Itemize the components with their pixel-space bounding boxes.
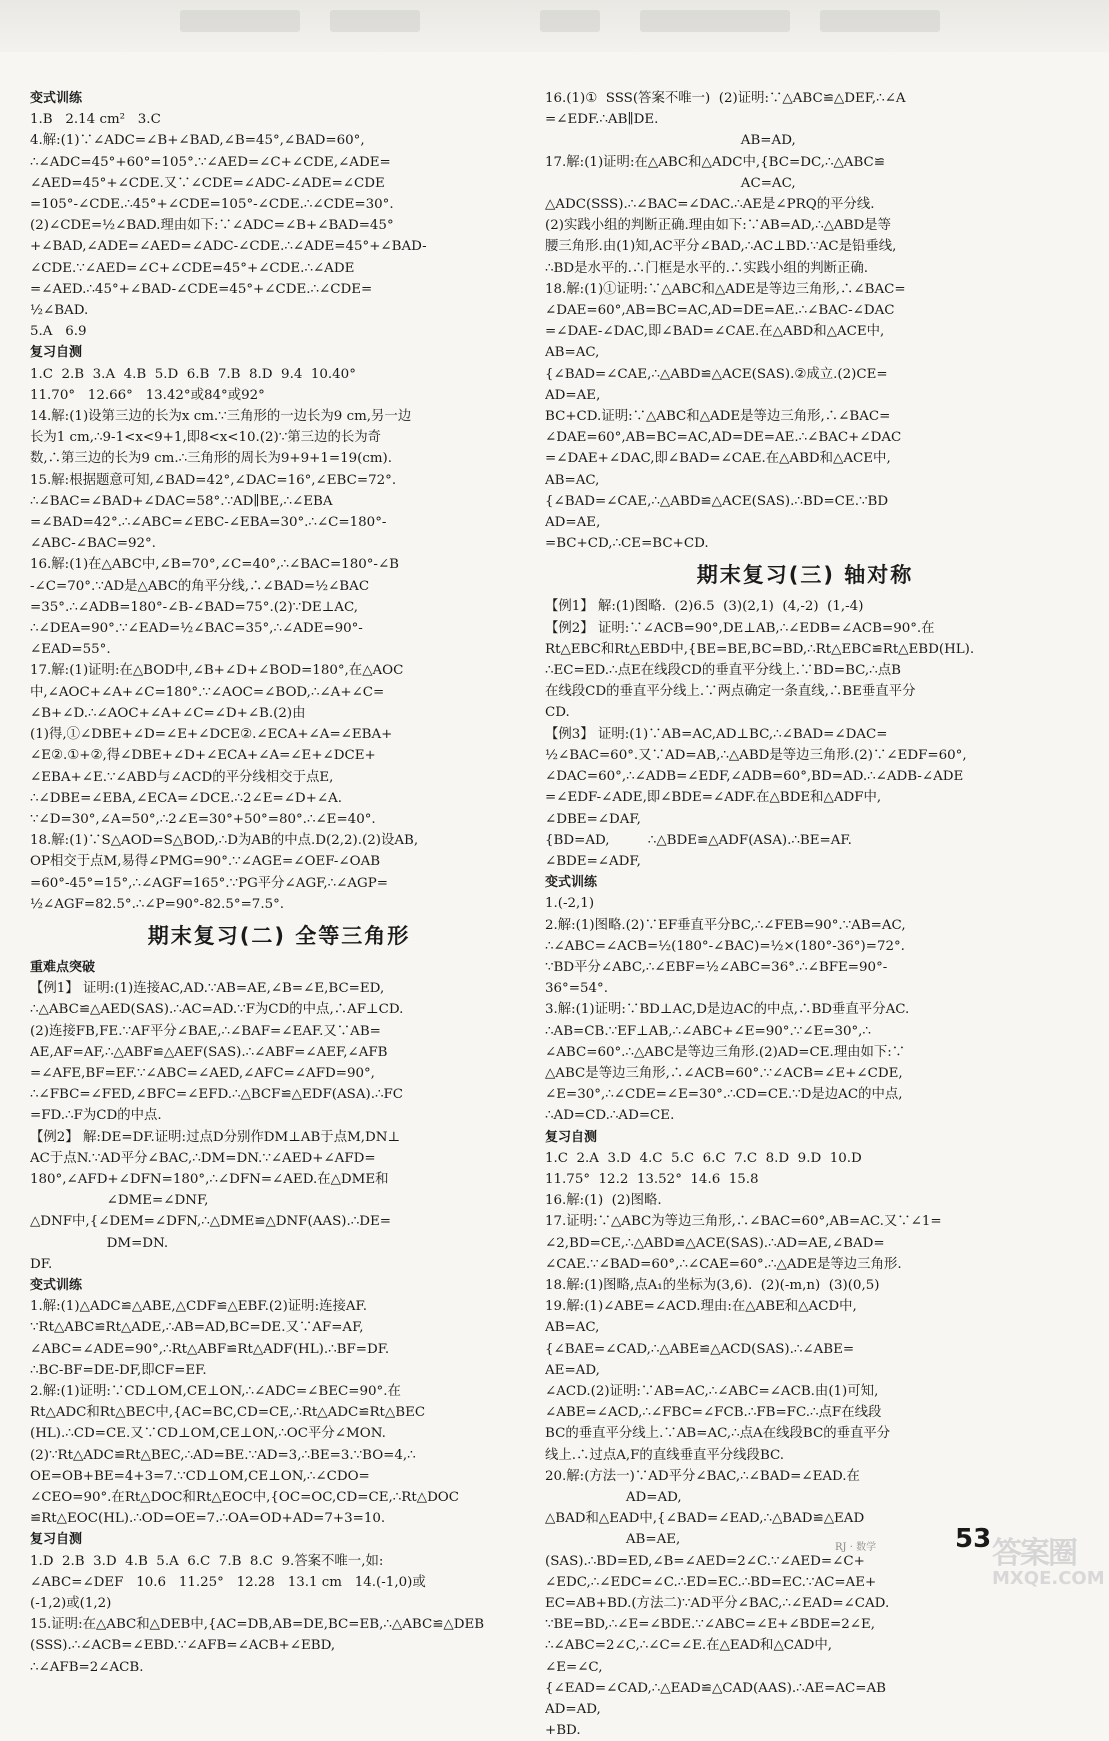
answer-line: ∠2,BD=CE,∴△ABD≌△ACE(SAS).∴AD=AE,∠BAD=: [545, 1235, 885, 1251]
answer-line: 长为1 cm,∴9-1<x<9+1,即8<x<10.(2)∵第三边的长为奇: [30, 430, 382, 446]
answer-line: AD=AE,: [545, 387, 601, 403]
answer-line: Rt△EBC和Rt△EBD中,{BE=BE,BC=BD,∴Rt△EBC≌Rt△EBD(HL).: [545, 641, 975, 657]
answer-line: 【例2】 解:DE=DF.证明:过点D分别作DM⊥AB于点M,DN⊥: [30, 1129, 401, 1145]
answer-line: 36°=54°.: [545, 981, 608, 997]
answer-line: 1.C 2.A 3.D 4.C 5.C 6.C 7.C 8.D 9.D 10.D: [545, 1150, 862, 1166]
answer-line: AE,AF=AF,∴△ABF≌△AEF(SAS).∴∠ABF=∠AEF,∠AFB: [30, 1044, 388, 1060]
answer-line: ∠BDE=∠ADF,: [545, 853, 641, 869]
answer-line: 2.解:(1)图略.(2)∵EF垂直平分BC,∴∠FEB=90°.∵AB=AC,: [545, 917, 906, 933]
answer-line: {BD=AD, ∴△BDE≌△ADF(ASA).∴BE=AF.: [545, 832, 852, 848]
answer-line: AC=AC,: [545, 175, 796, 191]
section-heading: 重难点突破: [30, 959, 96, 975]
answer-line: AD=AE,: [545, 515, 601, 531]
answer-line: ∴BD是水平的.∴门框是水平的.∴实践小组的判断正确.: [545, 260, 869, 276]
answer-line: (SSS).∴∠ACB=∠EBD.∵∠AFB=∠ACB+∠EBD,: [30, 1638, 336, 1654]
answer-line: ∠EAD=55°.: [30, 642, 111, 658]
answer-line: 15.解:根据题意可知,∠BAD=42°,∠DAC=16°,∠EBC=72°.: [30, 472, 397, 488]
answer-line: +BD.: [545, 1723, 581, 1739]
answer-line: ∠CAE.∵∠BAD=60°,∴∠CAE=60°.∴△ADE是等边三角形.: [545, 1256, 902, 1272]
answer-line: ∵BE=BD,∴∠E=∠BDE.∵∠ABC=∠E+∠BDE=2∠E,: [545, 1617, 876, 1633]
answer-line: +∠BAD,∠ADE=∠AED=∠ADC-∠CDE.∴∠ADE=45°+∠BAD-: [30, 239, 427, 255]
answer-line: ∠DAC=60°,∴∠ADB=∠EDF,∠ADB=60°,BD=AD.∴∠ADB-∠ADE: [545, 769, 964, 785]
answer-line: (-1,2)或(1,2): [30, 1596, 112, 1612]
answer-line: (SAS).∴BD=ED,∠B=∠AED=2∠C.∵∠AED=∠C+: [545, 1553, 865, 1569]
answer-line: ∴∠FBC=∠FED,∠BFC=∠EFD.∴△BCF≌△EDF(ASA).∴FC: [30, 1087, 404, 1103]
section-heading: 复习自测: [30, 345, 83, 361]
answer-line: EC=AB+BD.(方法二)∵AD平分∠BAC,∴∠EAD=∠CAD.: [545, 1596, 890, 1612]
answer-line: ∠E=∠C,: [545, 1659, 603, 1675]
answer-line: 15.证明:在△ABC和△DEB中,{AC=DB,AB=DE,BC=EB,∴△ABC≌△DEB: [30, 1617, 485, 1633]
answer-line: ∠EDC,∴∠EDC=∠C.∴ED=EC.∴BD=EC.∵AC=AE+: [545, 1574, 877, 1590]
answer-line: ∴∠DEA=90°.∵∠EAD=½∠BAC=35°,∴∠ADE=90°-: [30, 621, 363, 637]
page-number: 53: [955, 1524, 992, 1554]
answer-column-right: [545, 88, 1065, 1741]
answer-line: 【例1】 解:(1)图略. (2)6.5 (3)(2,1) (4,-2) (1,-4): [545, 599, 864, 615]
answer-line: =∠AED.∴45°+∠BAD-∠CDE=45°+∠CDE.∴∠CDE=: [30, 281, 373, 297]
answer-line: =35°.∴∠ADB=180°-∠B-∠BAD=75°.(2)∵DE⊥AC,: [30, 599, 358, 615]
answer-line: (2)实践小组的判断正确.理由如下:∵AB=AD,∴△ABD是等: [545, 218, 891, 234]
answer-line: 17.解:(1)证明:在△BOD中,∠B+∠D+∠BOD=180°,在△AOC: [30, 663, 404, 679]
answer-line: 2.解:(1)证明:∵CD⊥OM,CE⊥ON,∴∠ADC=∠BEC=90°.在: [30, 1383, 401, 1399]
answer-line: 14.解:(1)设第三边的长为x cm.∵三角形的一边长为9 cm,另一边: [30, 409, 412, 425]
answer-line: AB=AC,: [545, 345, 600, 361]
chapter-title: 期末复习(三) 轴对称: [696, 563, 914, 588]
answer-line: {∠BAD=∠CAE,∴△ABD≌△ACE(SAS).∴BD=CE.∵BD: [545, 493, 889, 509]
answer-line: ∵∠D=30°,∠A=50°,∴2∠E=30°+50°=80°.∴∠E=40°.: [30, 811, 376, 827]
answer-line: =BC+CD,∴CE=BC+CD.: [545, 536, 709, 552]
answer-line: 数,∴第三边的长为9 cm.∴三角形的周长为9+9+1=19(cm).: [30, 451, 393, 467]
answer-line: 16.(1)① SSS(答案不唯一) (2)证明:∵△ABC≌△DEF,∴∠A: [545, 91, 906, 106]
answer-line: ≌Rt△EOC(HL).∴OD=OE=7.∴OA=OD+AD=7+3=10.: [30, 1511, 386, 1527]
answer-line: ∠DAE=60°,AB=BC=AC,AD=DE=AE.∴∠BAC-∠DAC: [545, 303, 895, 319]
answer-line: 中,∠AOC+∠A+∠C=180°.∵∠AOC=∠BOD,∴∠A+∠C=: [30, 684, 385, 700]
answer-column-left: [30, 88, 528, 1678]
answer-line: 【例3】 证明:(1)∵AB=AC,AD⊥BC,∴∠BAD=∠DAC=: [545, 726, 888, 742]
answer-line: 3.解:(1)证明:∵BD⊥AC,D是边AC的中点,∴BD垂直平分AC.: [545, 1002, 910, 1018]
answer-line: DM=DN.: [30, 1235, 169, 1251]
answer-line: (2)∠CDE=½∠BAD.理由如下:∵∠ADC=∠B+∠BAD=45°: [30, 218, 394, 234]
answer-line: 1.解:(1)△ADC≌△ABE,△CDF≌△EBF.(2)证明:连接AF.: [30, 1299, 367, 1315]
answer-line: 16.解:(1) (2)图略.: [545, 1193, 662, 1209]
answer-line: {∠BAE=∠CAD,∴△ABE≌△ACD(SAS).∴∠ABE=: [545, 1341, 855, 1357]
answer-line: {∠EAD=∠CAD,∴△EAD≌△CAD(AAS).∴AE=AC=AB: [545, 1680, 887, 1696]
answer-line: △DNF中,{∠DEM=∠DFN,∴△DME≌△DNF(AAS).∴DE=: [30, 1214, 392, 1230]
answer-line: ½∠AGF=82.5°.∴∠P=90°-82.5°=7.5°.: [30, 896, 285, 912]
answer-line: 1.C 2.B 3.A 4.B 5.D 6.B 7.B 8.D 9.4 10.40°: [30, 366, 356, 382]
answer-line: 19.解:(1)∠ABE=∠ACD.理由:在△ABE和△ACD中,: [545, 1299, 857, 1315]
answer-line: ∠DAE=60°,AB=BC=AC,AD=DE=AE.∴∠BAC+∠DAC: [545, 430, 902, 446]
answer-line: =∠EDF-∠ADE,即∠BDE=∠ADF.在△BDE和△ADF中,: [545, 790, 882, 806]
answer-line: ∵Rt△ABC≌Rt△ADE,∴AB=AD,BC=DE.又∵AF=AF,: [30, 1320, 364, 1336]
answer-line: 1.(-2,1): [545, 896, 595, 912]
answer-line: ½∠BAC=60°.又∵AD=AB,∴△ABD是等边三角形.(2)∵∠EDF=60°,: [545, 747, 967, 763]
watermark-url: MXQE.COM: [992, 1568, 1105, 1589]
answer-line: 5.A 6.9: [30, 324, 87, 340]
answer-line: 4.解:(1)∵∠ADC=∠B+∠BAD,∠B=45°,∠BAD=60°,: [30, 133, 365, 149]
answer-line: OE=OB+BE=4+3=7.∵CD⊥OM,CE⊥ON,∴∠CDO=: [30, 1468, 370, 1484]
answer-line: 11.70° 12.66° 13.42°或84°或92°: [30, 387, 265, 403]
answer-line: =60°-45°=15°,∴∠AGF=165°.∵PG平分∠AGF,∴∠AGP=: [30, 875, 388, 891]
answer-line: ∴BC-BF=DE-DF,即CF=EF.: [30, 1362, 207, 1378]
answer-line: 20.解:(方法一)∵AD平分∠BAC,∴∠BAD=∠EAD.在: [545, 1468, 860, 1484]
scan-top-edge: [0, 0, 1109, 52]
answer-line: ∠EBA+∠E.∵∠ABD与∠ACD的平分线相交于点E,: [30, 769, 334, 785]
answer-line: ∠ABC=∠DEF 10.6 11.25° 12.28 13.1 cm 14.(-1,0)或: [30, 1574, 426, 1590]
answer-line: 16.解:(1)在△ABC中,∠B=70°,∠C=40°,∴∠BAC=180°-∠B: [30, 557, 400, 573]
answer-line: ∠B+∠D.∴∠AOC+∠A+∠C=∠D+∠B.(2)由: [30, 705, 306, 721]
answer-line: CD.: [545, 705, 570, 721]
answer-line: DF.: [30, 1256, 53, 1272]
answer-line: 11.75° 12.2 13.52° 14.6 15.8: [545, 1171, 759, 1187]
answer-line: =∠EDF.∴AB∥DE.: [545, 112, 659, 128]
answer-line: ∠CEO=90°.在Rt△DOC和Rt△EOC中,{OC=OC,CD=CE,∴Rt△DOC: [30, 1490, 460, 1505]
answer-line: =∠BAD=42°.∴∠ABC=∠EBC-∠EBA=30°.∴∠C=180°-: [30, 515, 387, 531]
answer-line: =∠AFE,BF=EF.∵∠ABC=∠AED,∠AFC=∠AFD=90°,: [30, 1065, 375, 1081]
answer-line: ∴∠ABC=2∠C,∴∠C=∠E.在△EAD和△CAD中,: [545, 1638, 833, 1654]
answer-line: ∴AD=CD.∴AD=CE.: [545, 1108, 675, 1124]
answer-line: =∠DAE-∠DAC,即∠BAD=∠CAE.在△ABD和△ACE中,: [545, 324, 885, 340]
answer-line: ∠DME=∠DNF,: [30, 1193, 209, 1209]
answer-line: ∴∠AFB=2∠ACB.: [30, 1659, 144, 1675]
answer-line: ∴△ABC≌△AED(SAS).∴AC=AD.∵F为CD的中点,∴AF⊥CD.: [30, 1002, 404, 1018]
section-heading: 变式训练: [545, 875, 598, 891]
answer-line: BC+CD.证明:∵△ABC和△ADE是等边三角形,∴∠BAC=: [545, 409, 891, 425]
answer-line: ∵BD平分∠ABC,∴∠EBF=½∠ABC=36°.∴∠BFE=90°-: [545, 959, 888, 975]
answer-line: (2)∵Rt△ADC≌Rt△BEC,∴AD=BE.∵AD=3,∴BE=3.∵BO=4,∴: [30, 1447, 416, 1463]
answer-line: AB=AC,: [545, 472, 600, 488]
answer-line: 腰三角形.由(1)知,AC平分∠BAD,∴AC⊥BD.∵AC是铅垂线,: [545, 239, 897, 255]
answer-line: =∠DAE+∠DAC,即∠BAD=∠CAE.在△ABD和△ACE中,: [545, 451, 891, 467]
answer-line: 17.证明:∵△ABC为等边三角形,∴∠BAC=60°,AB=AC.又∵∠1=: [545, 1214, 942, 1230]
section-heading: 复习自测: [545, 1129, 598, 1145]
footer-tag: RJ · 数学: [835, 1542, 877, 1553]
answer-line: ∠ABC=∠ADE=90°,∴Rt△ABF≌Rt△ADF(HL).∴BF=DF.: [30, 1341, 390, 1357]
answer-line: ∠ABE=∠ACD,∴∠FBC=∠FCB.∴FB=FC.∴点F在线段: [545, 1405, 882, 1421]
section-heading: 变式训练: [30, 1277, 83, 1293]
answer-line: -∠C=70°.∵AD是△ABC的角平分线,∴∠BAD=½∠BAC: [30, 578, 370, 594]
answer-line: 1.B 2.14 cm² 3.C: [30, 112, 161, 128]
answer-line: 18.解:(1)①证明:∵△ABC和△ADE是等边三角形,∴∠BAC=: [545, 281, 906, 297]
answer-line: 线上.∴过点A,F的直线垂直平分线段BC.: [545, 1447, 785, 1463]
answer-line: 1.D 2.B 3.D 4.B 5.A 6.C 7.B 8.C 9.答案不唯一,如:: [30, 1553, 384, 1569]
answer-line: ∠CDE.∵∠AED=∠C+∠CDE=45°+∠CDE.∴∠ADE: [30, 260, 355, 276]
answer-line: BC的垂直平分线上.∵AB=AC,∴点A在线段BC的垂直平分: [545, 1426, 891, 1442]
answer-line: OP相交于点M,易得∠PMG=90°.∵∠AGE=∠OEF-∠OAB: [30, 854, 381, 870]
answer-line: ∠ACD.(2)证明:∵AB=AC,∴∠ABC=∠ACB.由(1)可知,: [545, 1383, 879, 1399]
answer-line: AE=AD,: [545, 1362, 600, 1378]
answer-line: ∴AB=CB.∵EF⊥AB,∴∠ABC+∠E=90°.∵∠E=30°,∴: [545, 1023, 871, 1039]
answer-line: ∴EC=ED.∴点E在线段CD的垂直平分线上.∵BD=BC,∴点B: [545, 663, 901, 679]
answer-line: ∠E②.①+②,得∠DBE+∠D+∠ECA+∠A=∠E+∠DCE+: [30, 748, 376, 764]
answer-line: 18.解:(1)∵S△AOD=S△BOD,∴D为AB的中点.D(2,2).(2)设AB,: [30, 833, 419, 849]
answer-line: (2)连接FB,FE.∵AF平分∠BAE,∴∠BAF=∠EAF.又∵AB=: [30, 1023, 381, 1039]
answer-line: ∠ABC=60°.∴△ABC是等边三角形.(2)AD=CE.理由如下:∵: [545, 1044, 906, 1060]
answer-line: ∴∠DBE=∠EBA,∠ECA=∠DCE.∴2∠E=∠D+∠A.: [30, 790, 343, 806]
answer-line: △ADC(SSS).∴∠BAC=∠DAC.∴AE是∠PRQ的平分线.: [545, 197, 875, 213]
answer-line: 180°,∠AFD+∠DFN=180°,∴∠DFN=∠AED.在△DME和: [30, 1171, 389, 1187]
answer-line: AB=AC,: [545, 1320, 600, 1336]
chapter-title: 期末复习(二) 全等三角形: [147, 923, 411, 948]
answer-line: 18.解:(1)图略,点A₁的坐标为(3,6). (2)(-m,n) (3)(0,5): [545, 1277, 880, 1293]
answer-line: 【例2】 证明:∵∠ACB=90°,DE⊥AB,∴∠EDB=∠ACB=90°.在: [545, 620, 935, 636]
answer-line: =105°-∠CDE.∴45°+∠CDE=105°-∠CDE.∴∠CDE=30°.: [30, 197, 394, 213]
answer-line: ∠AED=45°+∠CDE.又∵∠CDE=∠ADC-∠ADE=∠CDE: [30, 175, 385, 191]
answer-line: 17.解:(1)证明:在△ABC和△ADC中,{BC=DC,∴△ABC≌: [545, 154, 886, 170]
answer-line: ½∠BAD.: [30, 303, 89, 319]
answer-line: AD=AD,: [545, 1702, 601, 1718]
answer-line: (1)得,①∠DBE+∠D=∠E+∠DCE②.∠ECA+∠A=∠EBA+: [30, 727, 393, 743]
answer-line: AD=AD,: [545, 1490, 682, 1505]
section-heading: 复习自测: [30, 1532, 83, 1548]
answer-line: {∠BAD=∠CAE,∴△ABD≌△ACE(SAS).②成立.(2)CE=: [545, 366, 888, 382]
watermark-text: 答案圈: [992, 1536, 1076, 1571]
answer-line: ∠DBE=∠DAF,: [545, 811, 641, 827]
answer-line: AB=AE,: [545, 1532, 681, 1548]
answer-line: ∠ABC-∠BAC=92°.: [30, 536, 156, 552]
answer-line: ∴∠BAC=∠BAD+∠DAC=58°.∵AD∥BE,∴∠EBA: [30, 493, 333, 509]
answer-line: △BAD和△EAD中,{∠BAD=∠EAD,∴△BAD≌△EAD: [545, 1511, 865, 1527]
section-heading: 变式训练: [30, 91, 83, 106]
answer-line: 在线段CD的垂直平分线上.∵两点确定一条直线,∴BE垂直平分: [545, 684, 916, 700]
answer-line: AB=AD,: [545, 133, 796, 149]
answer-line: ∴∠ABC=∠ACB=½(180°-∠BAC)=½×(180°-36°)=72°.: [545, 938, 905, 954]
answer-line: (HL).∴CD=CE.又∵CD⊥OM,CE⊥ON,∴OC平分∠MON.: [30, 1426, 386, 1442]
answer-line: Rt△ADC和Rt△BEC中,{AC=BC,CD=CE,∴Rt△ADC≌Rt△BEC: [30, 1405, 426, 1421]
answer-line: △ABC是等边三角形,∴∠ACB=60°.∵∠ACB=∠E+∠CDE,: [545, 1065, 903, 1081]
watermark-logo: [990, 1526, 1105, 1592]
answer-line: =FD.∴F为CD的中点.: [30, 1108, 162, 1124]
answer-line: AC于点N.∵AD平分∠BAC,∴DM=DN.∵∠AED+∠AFD=: [30, 1150, 376, 1166]
answer-line: ∴∠ADC=45°+60°=105°.∵∠AED=∠C+∠CDE,∠ADE=: [30, 154, 391, 170]
answer-line: ∠E=30°,∴∠CDE=∠E=30°.∴CD=CE.∵D是边AC的中点,: [545, 1087, 903, 1103]
answer-line: 【例1】 证明:(1)连接AC,AD.∵AB=AE,∠B=∠E,BC=ED,: [30, 981, 385, 997]
